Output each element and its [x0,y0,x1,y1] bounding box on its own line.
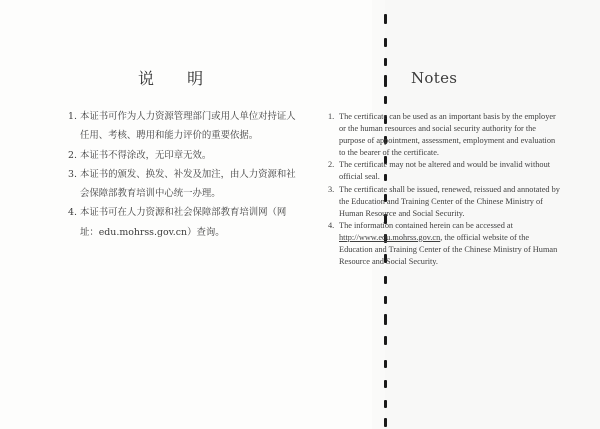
perforation-mark [384,314,387,325]
english-note-text: The certificate shall be issued, renewed, reissued and annotated by the Education and Training Center of the Chinese Ministry of Human Resource and Social Security. [339,184,560,218]
english-note-text: The certificate can be used as an important basis by the employer or the human resources and social security authority for the purpose of appointment, assessment, employment and evaluation to the bearer of the certificate. [339,112,556,158]
english-note-number: 1. [328,112,335,121]
chinese-note-item [68,203,298,242]
chinese-notes-list [68,107,298,242]
english-title: Notes [411,69,458,87]
perforation-mark [384,400,387,408]
perforation-mark [384,360,387,368]
perforation-mark [384,296,387,304]
english-note-item [328,159,562,183]
english-note-text-before: The information contained herein can be accessed at [339,220,513,230]
english-note-number: 2. [328,160,335,170]
chinese-note-number: 1. [68,111,77,122]
chinese-note-text: 本证书的颁发、换发、补发及加注，由人力资源和社会保障部教育培训中心统一办理。 [80,168,296,200]
perforation-mark [384,96,387,104]
english-note-number: 3. [328,184,335,194]
perforation-mark [384,75,387,87]
perforation-mark [384,58,387,66]
chinese-note-number: 2. [68,149,77,161]
chinese-note-item [68,107,298,146]
perforation-mark [384,336,387,345]
website-url-link[interactable]: http://www.edu.mohrss.gov.cn [339,232,441,242]
english-note-item [328,111,562,159]
english-note-number: 4. [328,220,335,230]
chinese-note-number: 3. [68,168,77,180]
english-notes-list [328,111,562,268]
chinese-note-text: 本证书可在人力资源和社会保障部教育培训网（网址：edu.mohrss.gov.cn）查询。 [80,207,287,238]
perforation-mark [384,14,387,24]
english-note-text-after: , the official website of the Education and Training Center of the Chinese Ministry of Human Resource and Social Security. [339,232,558,267]
perforation-mark [384,418,387,427]
chinese-note-item [68,146,298,165]
perforation-mark [384,276,387,284]
english-note-item [328,184,562,220]
chinese-note-item [68,165,298,204]
chinese-note-number: 4. [68,207,77,219]
perforation-mark [384,38,387,47]
perforation-mark [384,380,387,388]
english-note-item [328,220,562,268]
chinese-note-text: 本证书不得涂改，无印章无效。 [80,149,212,161]
english-note-text: The certificate may not be altered and would be invalid without official seal. [339,160,551,182]
chinese-title: 说 明 [138,69,218,88]
chinese-note-text: 本证书可作为人力资源管理部门或用人单位对持证人任用、考核、聘用和能力评价的重要依据。 [80,111,296,142]
